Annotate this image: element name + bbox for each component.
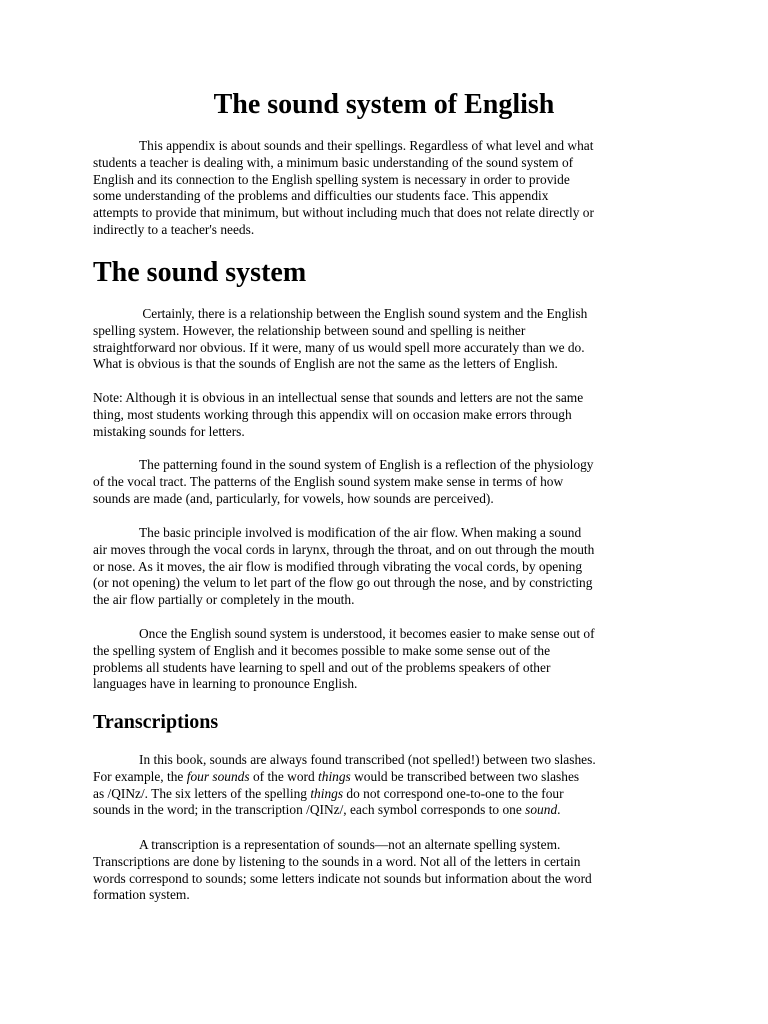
- paragraph-transcription-definition: [93, 837, 675, 904]
- text-line: English and its connection to the English spelling system is necessary in order to provide: [93, 171, 570, 187]
- emphasis-four-sounds: four sounds: [186, 768, 250, 784]
- text-line: For example, the four sounds of the word things would be transcribed between two slashes: [93, 768, 580, 784]
- text-line: Certainly, there is a relationship between the English sound system and the English: [139, 306, 588, 321]
- text-line: the air flow partially or completely in the mouth.: [93, 592, 355, 608]
- text-line: attempts to provide that minimum, but without including much that does not relate directly or: [93, 205, 594, 221]
- text-line: straightforward nor obvious. If it were, many of us would spell more accurately than we do.: [93, 339, 585, 355]
- text-line: or nose. As it moves, the air flow is modified through vibrating the vocal cords, by opening: [93, 558, 583, 574]
- text-line: The patterning found in the sound system of English is a reflection of the physiology: [139, 457, 594, 472]
- text-line: thing, most students working through this appendix will on occasion make errors through: [93, 406, 572, 422]
- note-paragraph: [93, 390, 675, 440]
- paragraph-spelling-system: [93, 626, 675, 693]
- text-line: students a teacher is dealing with, a minimum basic understanding of the sound system of: [93, 154, 574, 170]
- section-heading-transcriptions: Transcriptions: [93, 711, 219, 733]
- text-line: formation system.: [93, 887, 190, 903]
- text-line: Transcriptions are done by listening to the sounds in a word. Not all of the letters in certain: [93, 853, 581, 869]
- text-line: languages have in learning to pronounce English.: [93, 676, 358, 692]
- text-line: as /QINz/. The six letters of the spelling things do not correspond one-to-one to the four: [93, 785, 564, 801]
- text-line: A transcription is a representation of sounds—not an alternate spelling system.: [139, 837, 561, 852]
- text-line: words correspond to sounds; some letters indicate not sounds but information about the word: [93, 870, 592, 886]
- intro-paragraph: [93, 138, 675, 239]
- text-line: indirectly to a teacher's needs.: [93, 221, 255, 237]
- text-line: Once the English sound system is understood, it becomes easier to make sense out of: [139, 626, 595, 641]
- emphasis-things: things: [310, 785, 344, 801]
- text-line: In this book, sounds are always found transcribed (not spelled!) between two slashes.: [139, 752, 596, 767]
- text-line: (or not opening) the velum to let part of the flow go out through the nose, and by constricting: [93, 575, 593, 591]
- paragraph-relationship: [93, 306, 675, 373]
- text-line: This appendix is about sounds and their spellings. Regardless of what level and what: [139, 138, 594, 153]
- text-line: mistaking sounds for letters.: [93, 423, 245, 439]
- text-line: the spelling system of English and it becomes possible to make some sense out of the: [93, 642, 551, 658]
- paragraph-transcribed: [93, 752, 675, 819]
- paragraph-air-flow: [93, 525, 675, 609]
- text-line: sounds in the word; in the transcription /QINz/, each symbol corresponds to one sound.: [93, 802, 561, 818]
- text-line: What is obvious is that the sounds of English are not the same as the letters of English.: [93, 356, 558, 372]
- paragraph-patterning: [93, 457, 675, 507]
- text-line: The basic principle involved is modification of the air flow. When making a sound: [139, 525, 582, 540]
- text-line: some understanding of the problems and difficulties our students face. This appendix: [93, 188, 549, 204]
- emphasis-things: things: [318, 768, 351, 784]
- document-title: The sound system of English: [213, 89, 555, 120]
- emphasis-sound: sound: [525, 802, 558, 818]
- section-heading-sound-system: The sound system: [93, 257, 307, 288]
- text-line: sounds are made (and, particularly, for vowels, how sounds are perceived).: [93, 490, 494, 506]
- text-line: problems all students have learning to spell and out of the problems speakers of other: [93, 659, 551, 675]
- text-line: of the vocal tract. The patterns of the English sound system make sense in terms of how: [93, 473, 564, 489]
- text-line: air moves through the vocal cords in larynx, through the throat, and on out through the mouth: [93, 541, 595, 557]
- text-line: Note: Although it is obvious in an intellectual sense that sounds and letters are not the same: [93, 390, 584, 405]
- text-line: spelling system. However, the relationship between sound and spelling is neither: [93, 322, 526, 338]
